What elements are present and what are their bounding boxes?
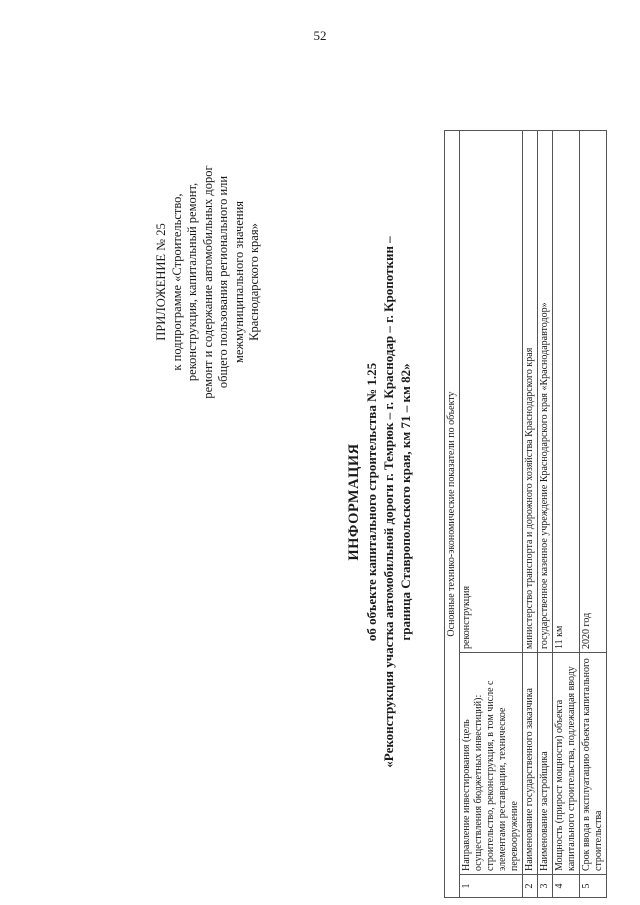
row-name: Наименование застройщика bbox=[538, 653, 553, 875]
row-name: Наименование государственного заказчика bbox=[523, 653, 538, 875]
row-number: 1 bbox=[460, 875, 523, 898]
table-row bbox=[538, 131, 553, 898]
table-row bbox=[580, 131, 607, 898]
rotated-page-content bbox=[150, 102, 640, 902]
table-row bbox=[523, 131, 538, 898]
row-number: 3 bbox=[538, 875, 553, 898]
row-number: 2 bbox=[523, 875, 538, 898]
info-table bbox=[444, 130, 607, 898]
row-name: Направление инвестирования (цель осуществления бюджетных инвестиций): строительство, реконструкция, в том числе с элементами реставрации, техническое перевооружение bbox=[460, 653, 523, 875]
heading-line-object: об объекте капитального строительства № 1.25 bbox=[364, 362, 379, 642]
document-title: ИНФОРМАЦИЯ bbox=[346, 443, 362, 561]
table-header: Основные технико-экономические показатели по объекту bbox=[445, 131, 460, 898]
row-name: Мощность (прирост мощности) объекта капитального строительства, подлежащая вводу bbox=[553, 653, 580, 875]
appendix-line: межмуниципального значения bbox=[231, 200, 246, 364]
table-header-row bbox=[445, 131, 460, 898]
appendix-line: реконструкция, капитальный ремонт, bbox=[185, 182, 199, 382]
appendix-line: ПРИЛОЖЕНИЕ № 25 bbox=[154, 223, 168, 341]
appendix-line: к подпрограмме «Строительство, bbox=[169, 193, 184, 371]
appendix-block bbox=[154, 132, 263, 432]
row-value: реконструкция bbox=[460, 131, 523, 653]
document-heading bbox=[346, 102, 414, 902]
appendix-line: общего пользования регионального или bbox=[216, 175, 230, 389]
appendix-line: Краснодарского края» bbox=[247, 223, 261, 341]
heading-line-name-cont: граница Ставропольского края, км 71 – км 82» bbox=[398, 363, 413, 641]
page-number: 52 bbox=[313, 28, 327, 43]
table-row bbox=[460, 131, 523, 898]
row-value: 11 км bbox=[553, 131, 580, 653]
table-row bbox=[553, 131, 580, 898]
row-name: Срок ввода в эксплуатацию объекта капитального строительства bbox=[580, 653, 607, 875]
row-number: 4 bbox=[553, 875, 580, 898]
heading-line-name: «Реконструкция участка автомобильной дороги г. Темрюк – г. Краснодар – г. Кропоткин – bbox=[381, 236, 396, 768]
row-value: министерство транспорта и дорожного хозяйства Краснодарского края bbox=[523, 131, 538, 653]
appendix-line: ремонт и содержание автомобильных дорог bbox=[200, 165, 215, 399]
row-value: государственное казенное учреждение Краснодарского края «Краснодаравтодор» bbox=[538, 131, 553, 653]
row-value: 2020 год bbox=[580, 131, 607, 653]
row-number: 5 bbox=[580, 875, 607, 898]
